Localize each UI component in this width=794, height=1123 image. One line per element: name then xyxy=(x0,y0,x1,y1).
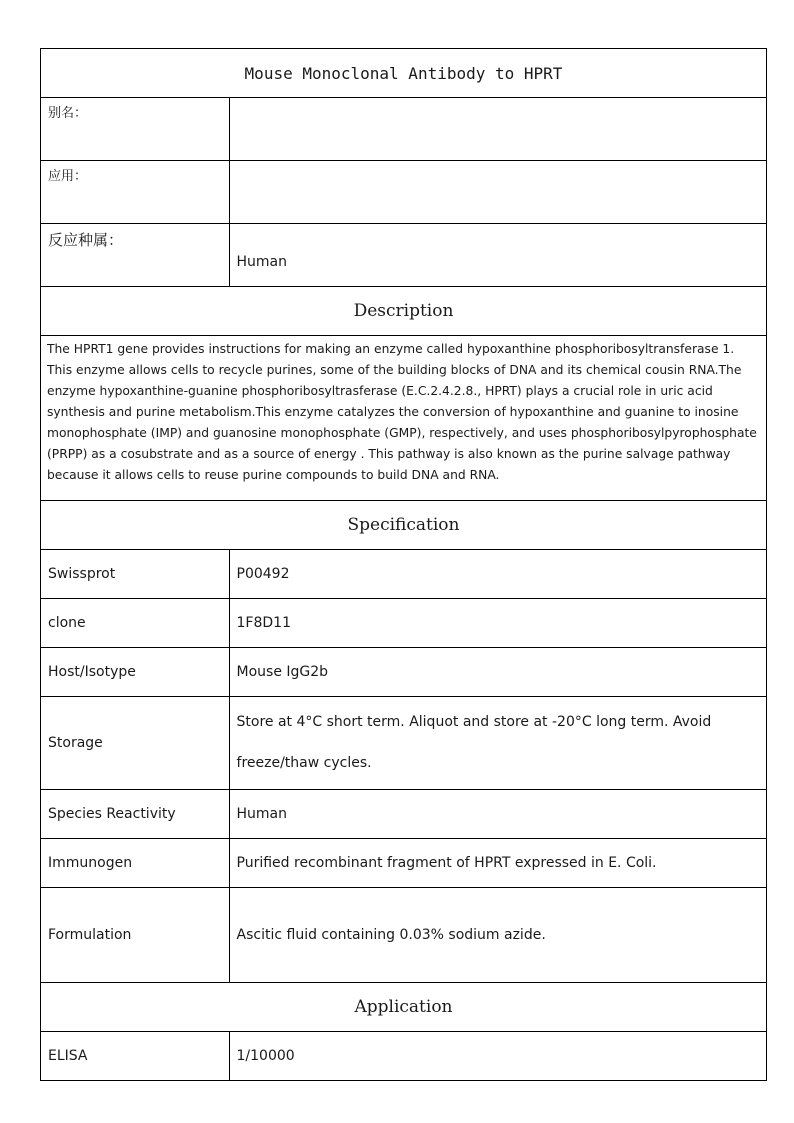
description-row xyxy=(41,336,767,501)
applications-value xyxy=(229,161,766,224)
spec-row xyxy=(41,697,767,790)
spec-label: Swissprot xyxy=(41,550,230,599)
applications-label: 应用： xyxy=(41,161,230,224)
spec-value: Ascitic fluid containing 0.03% sodium azide. xyxy=(229,888,766,983)
spec-row xyxy=(41,888,767,983)
spec-row xyxy=(41,550,767,599)
datasheet-table xyxy=(40,48,767,1081)
spec-label: clone xyxy=(41,599,230,648)
spec-value: Mouse IgG2b xyxy=(229,648,766,697)
spec-value: Store at 4°C short term. Aliquot and store at -20°C long term. Avoid freeze/thaw cycles. xyxy=(229,697,766,790)
description-heading: Description xyxy=(41,287,767,336)
specification-heading-row xyxy=(41,501,767,550)
spec-label: Species Reactivity xyxy=(41,790,230,839)
specification-heading: Specification xyxy=(41,501,767,550)
application-row xyxy=(41,1032,767,1081)
spec-value: Human xyxy=(229,790,766,839)
application-value: 1/10000 xyxy=(229,1032,766,1081)
spec-label: Immunogen xyxy=(41,839,230,888)
aliases-label: 别名： xyxy=(41,98,230,161)
aliases-row xyxy=(41,98,767,161)
application-label: ELISA xyxy=(41,1032,230,1081)
product-title: Mouse Monoclonal Antibody to HPRT xyxy=(41,49,767,98)
spec-value: 1F8D11 xyxy=(229,599,766,648)
spec-row xyxy=(41,839,767,888)
spec-row xyxy=(41,599,767,648)
spec-row xyxy=(41,648,767,697)
applications-row xyxy=(41,161,767,224)
spec-label: Formulation xyxy=(41,888,230,983)
description-heading-row xyxy=(41,287,767,336)
aliases-value xyxy=(229,98,766,161)
spec-label: Host/Isotype xyxy=(41,648,230,697)
spec-value: P00492 xyxy=(229,550,766,599)
datasheet xyxy=(40,48,767,1081)
reactivity-value: Human xyxy=(229,224,766,287)
description-text: The HPRT1 gene provides instructions for making an enzyme called hypoxanthine phosphoribosyltransferase 1. This enzyme allows cells to recycle purines, some of the building blocks of DNA and its chemical cousin RNA.The enzyme hypoxanthine-guanine phosphoribosyltrasferase (E.C.2.4.2.8., HPRT) plays a crucial role in uric acid synthesis and purine metabolism.This enzyme catalyzes the conversion of hypoxanthine and guanine to inosine monophosphate (IMP) and guanosine monophosphate (GMP), respectively, and uses phosphoribosylpyrophosphate (PRPP) as a cosubstrate and as a source of energy . This pathway is also known as the purine salvage pathway because it allows cells to reuse purine compounds to build DNA and RNA. xyxy=(41,336,767,501)
spec-value: Purified recombinant fragment of HPRT expressed in E. Coli. xyxy=(229,839,766,888)
application-heading-row xyxy=(41,983,767,1032)
title-row xyxy=(41,49,767,98)
reactivity-label: 反应种属： xyxy=(41,224,230,287)
spec-label: Storage xyxy=(41,697,230,790)
reactivity-row xyxy=(41,224,767,287)
application-heading: Application xyxy=(41,983,767,1032)
spec-row xyxy=(41,790,767,839)
